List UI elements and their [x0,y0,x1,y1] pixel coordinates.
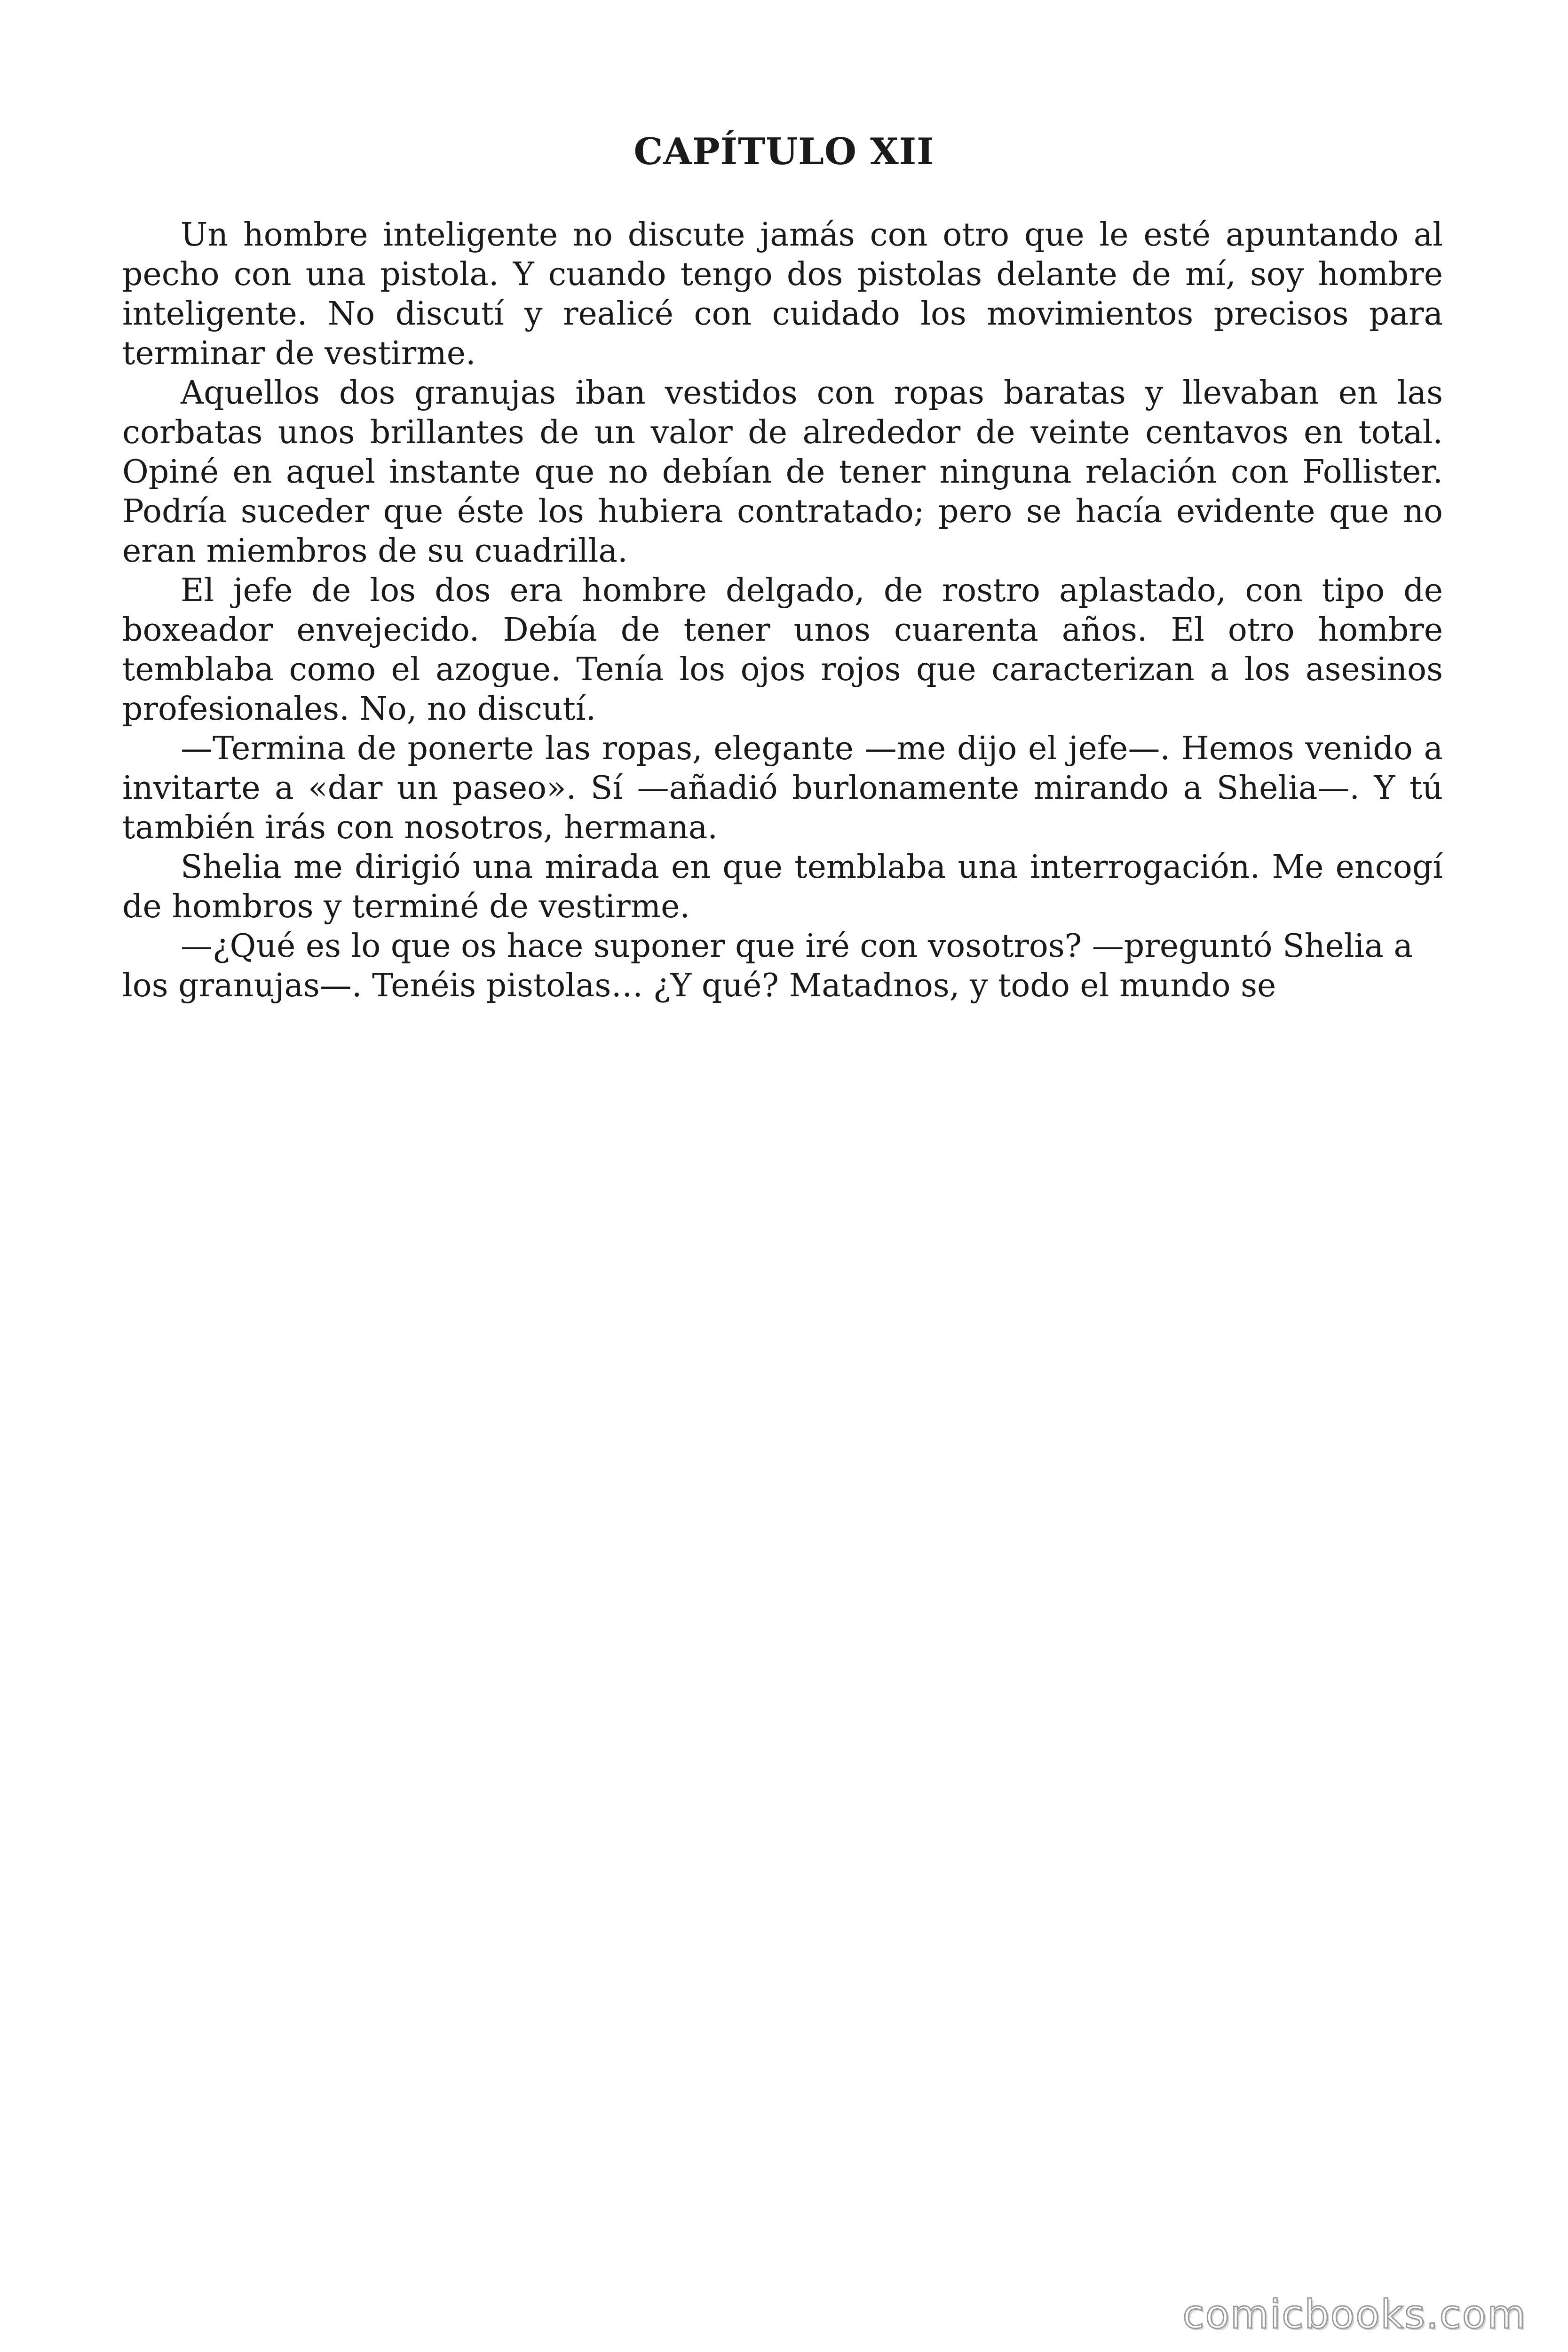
paragraph-1: Un hombre inteligente no discute jamás con otro que le esté apuntando al pecho con una pistola. Y cuando tengo dos pistolas delante de mí, soy hombre inteligente. No discutí y realicé con cuidado los movimientos precisos para terminar de vestirme. [122,216,1443,372]
paragraph-5: Shelia me dirigió una mirada en que temblaba una interrogación. Me encogí de hombros y terminé de vestirme. [122,849,1443,925]
chapter-body [122,215,1443,1006]
watermark-logo: comicbooks.com [1182,2291,1527,2337]
paragraph-6: —¿Qué es lo que os hace suponer que iré con vosotros? —preguntó Shelia a los granujas—. Tenéis pistolas… ¿Y qué? Matadnos, y todo el mundo se [122,928,1413,1004]
paragraph-3: El jefe de los dos era hombre delgado, de rostro aplastado, con tipo de boxeador envejecido. Debía de tener unos cuarenta años. El otro hombre temblaba como el azogue. Tenía los ojos rojos que caracterizan a los asesinos profesionales. No, no discutí. [122,572,1443,728]
paragraph-2: Aquellos dos granujas iban vestidos con ropas baratas y llevaban en las corbatas unos brillantes de un valor de alrededor de veinte centavos en total. Opiné en aquel instante que no debían de tener ninguna relación con Follister. Podría suceder que éste los hubiera contratado; pero se hacía evidente que no eran miembros de su cuadrilla. [122,374,1443,570]
paragraph-4: —Termina de ponerte las ropas, elegante —me dijo el jefe—. Hemos venido a invitarte a «dar un paseo». Sí —añadió burlonamente mirando a Shelia—. Y tú también irás con nosotros, hermana. [122,730,1443,846]
chapter-title: CAPÍTULO XII [634,130,934,173]
